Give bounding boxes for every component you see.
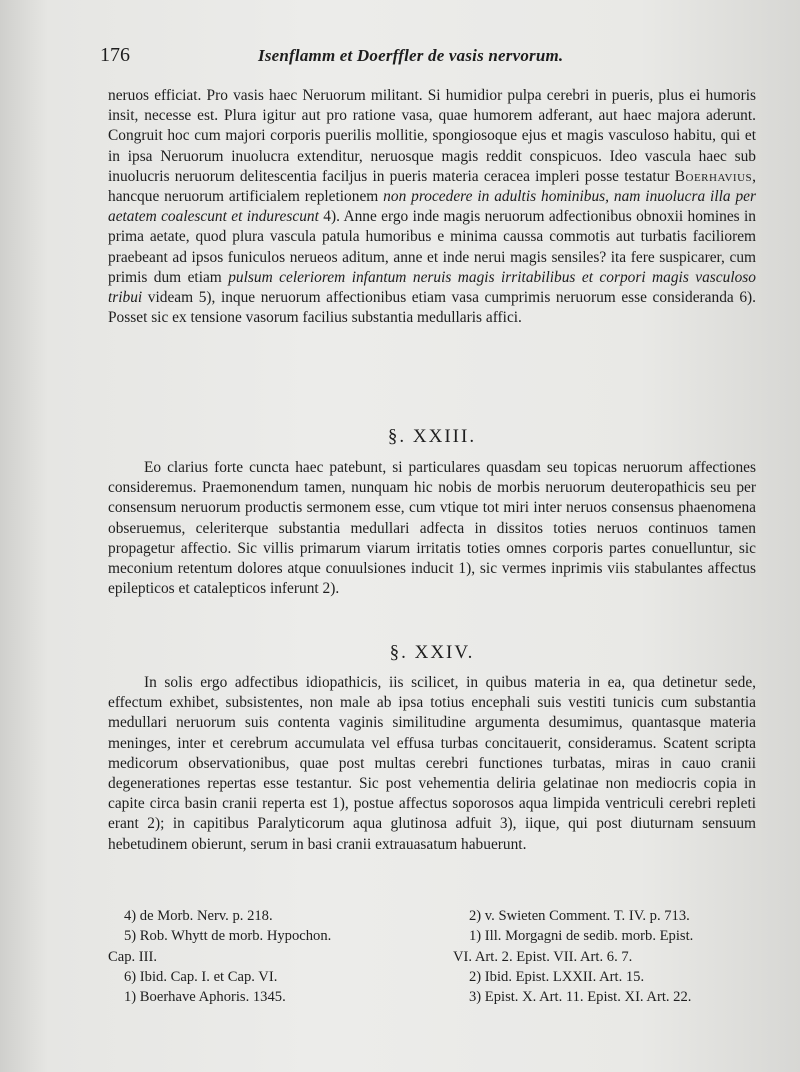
section-heading-xxiv: §. XXIV. xyxy=(389,642,475,663)
footnote-left-3: Cap. III. xyxy=(108,948,158,965)
paragraph-1-text-c: . Anne ergo inde magis neruorum adfectionibus obnoxii homines in prima aetate, quod plura vascula patula humoribus e minima caussa commotis aut turbatis faciliorem praebeant ad ipsos funiculos nerueos aditum, anne et inde nerui magis sensiles? ita fere suspicarer, cum primis dum etiam xyxy=(108,208,756,286)
footnote-right-1: 2) v. Swieten Comment. T. IV. p. 713. xyxy=(469,908,690,924)
paragraph-1-ref-1: 4) xyxy=(318,208,337,226)
paragraph-1-italic-1: non procedere in adultis hominibus, nam inuolucra illa per aetatem coalescunt et indurescunt xyxy=(108,188,756,226)
page-number: 176 xyxy=(100,44,130,66)
author-name-boerhavius: Boerhavius xyxy=(674,167,753,185)
footnote-left-4: 6) Ibid. Cap. I. et Cap. VI. xyxy=(124,968,278,985)
footnote-right-3: VI. Art. 2. Epist. VII. Art. 6. 7. xyxy=(453,948,633,965)
paragraph-1 xyxy=(108,86,756,328)
footnote-right-4: 2) Ibid. Epist. LXXII. Art. 15. xyxy=(469,968,645,985)
footnote-left-1: 4) de Morb. Nerv. p. 218. xyxy=(124,908,273,924)
running-head: Isenflamm et Doerffler de vasis nervorum. xyxy=(258,46,564,65)
footnotes-right-column xyxy=(453,906,783,1007)
footnote-left-5: 1) Boerhave Aphoris. 1345. xyxy=(124,989,286,1006)
paragraph-1-text-b: , hancque neruorum artificialem repletionem xyxy=(108,167,756,206)
footnote-right-5: 3) Epist. X. Art. 11. Epist. XI. Art. 22. xyxy=(469,989,692,1006)
paragraph-1-italic-2: pulsum celeriorem infantum neruis magis irritabilibus et corpori magis vasculoso tribui xyxy=(108,268,756,307)
footnote-right-2: 1) Ill. Morgagni de sedib. morb. Epist. xyxy=(469,928,694,945)
paragraph-xxiv: In solis ergo adfectibus idiopathicis, iis scilicet, in quibus materia in ea, qua detinetur sede, effectum exhibet, subsistentes, non male ab ipsa totius encephali suis vestiti tunicis cum substantia medullari neruorum suis contenta vaginis similitudine argumenta desumimus, quantasque materia meninges, inter et cerebrum accumulata vel effusa turbas concitauerit, consideramus. Scatent scripta medicorum observationibus, quae post multas cerebri functiones turbatas, miras in cauo cranii degenerationes repertas esse testantur. Sic post vehementia deliria gelatinae non mediocris copia in capite circa basin cranii reperta est 1), postue affectus soporosos aqua limpida ventriculi cerebri repleti erant 2); in capitibus Paralyticorum aqua glutinosa adfuit 3), iique, qui post diuturnam sensuum hebetudinem obierunt, serum in basi cranii extrauasatum habuerunt. xyxy=(108,674,756,853)
footnote-left-2: 5) Rob. Whytt de morb. Hypochon. xyxy=(124,928,332,945)
page-header xyxy=(100,44,760,74)
paragraph-1-text-d: videam 5), inque neruorum affectionibus etiam vasa cumprimis neruorum esse consideranda 6). Posset sic ex tensione vasorum facilius substantia medullaris affici. xyxy=(108,289,756,327)
footnotes-left-column xyxy=(108,906,438,1007)
section-heading-xxiii: §. XXIII. xyxy=(387,426,477,447)
paragraph-1-text-a: neruos efficiat. Pro vasis haec Neruorum militant. Si humidior pulpa cerebri in pueris, plus ei humoris insit, necesse est. Plura igitur aut pro ratione vasa, quae humorem adferant, aut haec majora aderunt. Congruit hoc cum majori corporis puerilis mollitie, spongiosoque ejus et magis vasculoso habitu, qui et in ipsa Neruorum inuolucra extenditur, neruosque magis reddit conspicuos. Ideo vascula haec sub inuolucris neruorum delitescentia faciljus in pueris materia ceracea impleri posse testatur xyxy=(108,87,756,185)
paragraph-xxiii: Eo clarius forte cuncta haec patebunt, si particulares quasdam seu topicas neruorum affectiones consideremus. Praemonendum tamen, nunquam hic nobis de morbis neruorum deuteropathicis seu per consensum neruorum productis sermonem esse, cum vtique tot miri inter neruos consensus phaenomena obseruemus, celeriterque substantia medullari adfecta in dissitos toties neruos continuos tamen propagetur affectio. Sic villis primarum viarum irritatis toties omnes corporis partes conuelluntur, sic meconium retentum dolores atque conuulsiones inducit 1), sic vermes inprimis viis stabulantes affectus epilepticos et catalepticos inferunt 2). xyxy=(108,459,756,598)
